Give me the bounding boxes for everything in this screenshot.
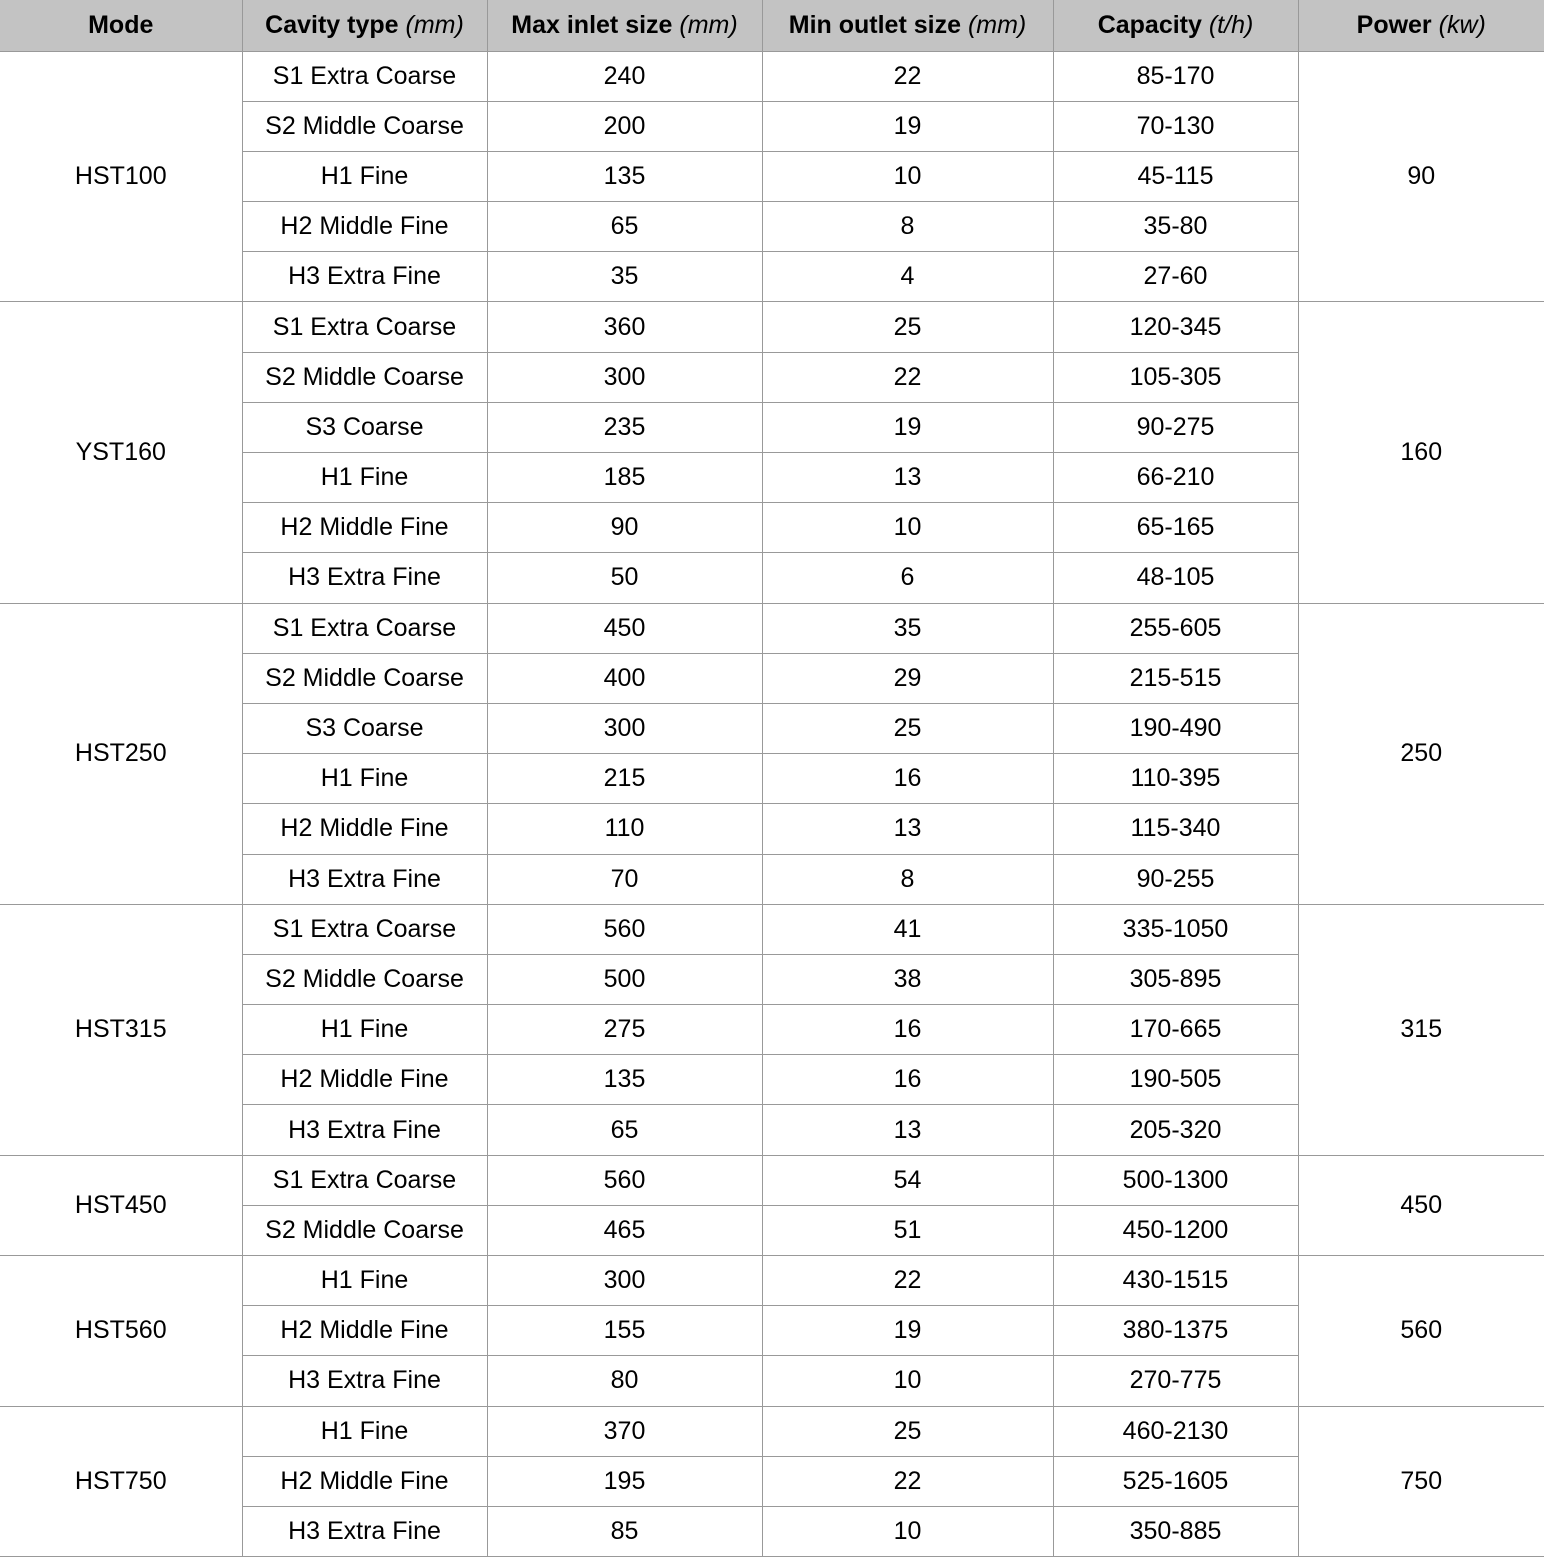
capacity-cell: 460-2130 bbox=[1053, 1406, 1298, 1456]
mode-cell: HST100 bbox=[0, 51, 242, 302]
capacity-cell: 270-775 bbox=[1053, 1356, 1298, 1406]
capacity-cell: 205-320 bbox=[1053, 1105, 1298, 1155]
min-outlet-cell: 13 bbox=[762, 1105, 1053, 1155]
min-outlet-cell: 22 bbox=[762, 1256, 1053, 1306]
min-outlet-cell: 6 bbox=[762, 553, 1053, 603]
header-unit: (mm) bbox=[679, 10, 738, 39]
cavity-type-cell: H2 Middle Fine bbox=[242, 1306, 487, 1356]
cavity-type-cell: H2 Middle Fine bbox=[242, 503, 487, 553]
cavity-type-cell: H1 Fine bbox=[242, 1256, 487, 1306]
max-inlet-cell: 185 bbox=[487, 453, 762, 503]
capacity-cell: 525-1605 bbox=[1053, 1456, 1298, 1506]
cavity-type-cell: H1 Fine bbox=[242, 754, 487, 804]
min-outlet-cell: 54 bbox=[762, 1155, 1053, 1205]
cavity-type-cell: H2 Middle Fine bbox=[242, 804, 487, 854]
table-row bbox=[0, 51, 1544, 101]
max-inlet-cell: 65 bbox=[487, 1105, 762, 1155]
min-outlet-cell: 29 bbox=[762, 653, 1053, 703]
min-outlet-cell: 38 bbox=[762, 954, 1053, 1004]
min-outlet-cell: 10 bbox=[762, 151, 1053, 201]
cavity-type-cell: H2 Middle Fine bbox=[242, 202, 487, 252]
capacity-cell: 85-170 bbox=[1053, 51, 1298, 101]
min-outlet-cell: 10 bbox=[762, 1506, 1053, 1556]
cavity-type-cell: S1 Extra Coarse bbox=[242, 302, 487, 352]
cavity-type-cell: H1 Fine bbox=[242, 453, 487, 503]
min-outlet-cell: 10 bbox=[762, 1356, 1053, 1406]
table-row bbox=[0, 1406, 1544, 1456]
table-row bbox=[0, 1256, 1544, 1306]
max-inlet-cell: 300 bbox=[487, 703, 762, 753]
cavity-type-cell: H3 Extra Fine bbox=[242, 1506, 487, 1556]
cavity-type-cell: H3 Extra Fine bbox=[242, 1356, 487, 1406]
capacity-cell: 90-255 bbox=[1053, 854, 1298, 904]
cavity-type-cell: H1 Fine bbox=[242, 1406, 487, 1456]
cavity-type-cell: H2 Middle Fine bbox=[242, 1055, 487, 1105]
power-cell: 750 bbox=[1298, 1406, 1544, 1557]
max-inlet-cell: 195 bbox=[487, 1456, 762, 1506]
cavity-type-cell: S2 Middle Coarse bbox=[242, 352, 487, 402]
capacity-cell: 120-345 bbox=[1053, 302, 1298, 352]
header-label: Capacity bbox=[1097, 10, 1202, 39]
capacity-cell: 450-1200 bbox=[1053, 1205, 1298, 1255]
header-unit: (mm) bbox=[967, 10, 1027, 39]
header-power bbox=[1298, 0, 1544, 51]
capacity-cell: 255-605 bbox=[1053, 603, 1298, 653]
max-inlet-cell: 300 bbox=[487, 1256, 762, 1306]
header-unit: (mm) bbox=[405, 10, 464, 39]
capacity-cell: 90-275 bbox=[1053, 402, 1298, 452]
min-outlet-cell: 8 bbox=[762, 854, 1053, 904]
header-mode bbox=[0, 0, 242, 51]
min-outlet-cell: 19 bbox=[762, 101, 1053, 151]
max-inlet-cell: 240 bbox=[487, 51, 762, 101]
max-inlet-cell: 155 bbox=[487, 1306, 762, 1356]
header-row bbox=[0, 0, 1544, 51]
mode-cell: HST560 bbox=[0, 1256, 242, 1407]
max-inlet-cell: 80 bbox=[487, 1356, 762, 1406]
max-inlet-cell: 135 bbox=[487, 1055, 762, 1105]
table-row bbox=[0, 302, 1544, 352]
min-outlet-cell: 51 bbox=[762, 1205, 1053, 1255]
capacity-cell: 48-105 bbox=[1053, 553, 1298, 603]
power-cell: 450 bbox=[1298, 1155, 1544, 1255]
mode-cell: HST750 bbox=[0, 1406, 242, 1557]
cavity-type-cell: H1 Fine bbox=[242, 1005, 487, 1055]
cavity-type-cell: S2 Middle Coarse bbox=[242, 1205, 487, 1255]
mode-cell: HST250 bbox=[0, 603, 242, 904]
header-min-outlet-size bbox=[762, 0, 1053, 51]
cavity-type-cell: S1 Extra Coarse bbox=[242, 904, 487, 954]
max-inlet-cell: 560 bbox=[487, 1155, 762, 1205]
header-label: Cavity type bbox=[265, 10, 399, 39]
max-inlet-cell: 110 bbox=[487, 804, 762, 854]
max-inlet-cell: 135 bbox=[487, 151, 762, 201]
min-outlet-cell: 10 bbox=[762, 503, 1053, 553]
cavity-type-cell: H2 Middle Fine bbox=[242, 1456, 487, 1506]
header-label: Max inlet size bbox=[511, 10, 673, 39]
min-outlet-cell: 4 bbox=[762, 252, 1053, 302]
cavity-type-cell: S1 Extra Coarse bbox=[242, 603, 487, 653]
max-inlet-cell: 370 bbox=[487, 1406, 762, 1456]
max-inlet-cell: 300 bbox=[487, 352, 762, 402]
capacity-cell: 66-210 bbox=[1053, 453, 1298, 503]
max-inlet-cell: 450 bbox=[487, 603, 762, 653]
max-inlet-cell: 70 bbox=[487, 854, 762, 904]
capacity-cell: 105-305 bbox=[1053, 352, 1298, 402]
min-outlet-cell: 25 bbox=[762, 703, 1053, 753]
capacity-cell: 430-1515 bbox=[1053, 1256, 1298, 1306]
min-outlet-cell: 13 bbox=[762, 804, 1053, 854]
capacity-cell: 215-515 bbox=[1053, 653, 1298, 703]
header-label: Mode bbox=[88, 10, 154, 39]
max-inlet-cell: 275 bbox=[487, 1005, 762, 1055]
table-body bbox=[0, 51, 1544, 1557]
cavity-type-cell: H3 Extra Fine bbox=[242, 553, 487, 603]
table-row bbox=[0, 1155, 1544, 1205]
max-inlet-cell: 85 bbox=[487, 1506, 762, 1556]
capacity-cell: 335-1050 bbox=[1053, 904, 1298, 954]
capacity-cell: 110-395 bbox=[1053, 754, 1298, 804]
min-outlet-cell: 22 bbox=[762, 352, 1053, 402]
max-inlet-cell: 35 bbox=[487, 252, 762, 302]
max-inlet-cell: 500 bbox=[487, 954, 762, 1004]
mode-cell: HST450 bbox=[0, 1155, 242, 1255]
min-outlet-cell: 41 bbox=[762, 904, 1053, 954]
mode-cell: YST160 bbox=[0, 302, 242, 603]
capacity-cell: 500-1300 bbox=[1053, 1155, 1298, 1205]
max-inlet-cell: 200 bbox=[487, 101, 762, 151]
cavity-type-cell: S3 Coarse bbox=[242, 703, 487, 753]
capacity-cell: 380-1375 bbox=[1053, 1306, 1298, 1356]
cavity-type-cell: S1 Extra Coarse bbox=[242, 51, 487, 101]
min-outlet-cell: 25 bbox=[762, 302, 1053, 352]
min-outlet-cell: 19 bbox=[762, 1306, 1053, 1356]
mode-cell: HST315 bbox=[0, 904, 242, 1155]
max-inlet-cell: 235 bbox=[487, 402, 762, 452]
min-outlet-cell: 22 bbox=[762, 1456, 1053, 1506]
cavity-type-cell: H3 Extra Fine bbox=[242, 854, 487, 904]
capacity-cell: 190-505 bbox=[1053, 1055, 1298, 1105]
max-inlet-cell: 50 bbox=[487, 553, 762, 603]
table-row bbox=[0, 904, 1544, 954]
min-outlet-cell: 13 bbox=[762, 453, 1053, 503]
header-cavity-type bbox=[242, 0, 487, 51]
max-inlet-cell: 400 bbox=[487, 653, 762, 703]
cavity-type-cell: S2 Middle Coarse bbox=[242, 101, 487, 151]
capacity-cell: 115-340 bbox=[1053, 804, 1298, 854]
capacity-cell: 190-490 bbox=[1053, 703, 1298, 753]
capacity-cell: 27-60 bbox=[1053, 252, 1298, 302]
header-unit: (t/h) bbox=[1208, 10, 1254, 39]
power-cell: 315 bbox=[1298, 904, 1544, 1155]
power-cell: 160 bbox=[1298, 302, 1544, 603]
cavity-type-cell: S2 Middle Coarse bbox=[242, 954, 487, 1004]
header-capacity bbox=[1053, 0, 1298, 51]
max-inlet-cell: 465 bbox=[487, 1205, 762, 1255]
header-unit: (kw) bbox=[1438, 10, 1486, 39]
power-cell: 90 bbox=[1298, 51, 1544, 302]
min-outlet-cell: 25 bbox=[762, 1406, 1053, 1456]
max-inlet-cell: 90 bbox=[487, 503, 762, 553]
max-inlet-cell: 65 bbox=[487, 202, 762, 252]
power-cell: 560 bbox=[1298, 1256, 1544, 1407]
capacity-cell: 350-885 bbox=[1053, 1506, 1298, 1556]
cavity-type-cell: H1 Fine bbox=[242, 151, 487, 201]
header-label: Min outlet size bbox=[788, 10, 961, 39]
max-inlet-cell: 360 bbox=[487, 302, 762, 352]
max-inlet-cell: 215 bbox=[487, 754, 762, 804]
min-outlet-cell: 8 bbox=[762, 202, 1053, 252]
table-row bbox=[0, 603, 1544, 653]
table-header bbox=[0, 0, 1544, 51]
min-outlet-cell: 19 bbox=[762, 402, 1053, 452]
max-inlet-cell: 560 bbox=[487, 904, 762, 954]
cavity-type-cell: S3 Coarse bbox=[242, 402, 487, 452]
cavity-type-cell: H3 Extra Fine bbox=[242, 1105, 487, 1155]
cavity-type-cell: S2 Middle Coarse bbox=[242, 653, 487, 703]
capacity-cell: 70-130 bbox=[1053, 101, 1298, 151]
min-outlet-cell: 35 bbox=[762, 603, 1053, 653]
capacity-cell: 45-115 bbox=[1053, 151, 1298, 201]
min-outlet-cell: 16 bbox=[762, 754, 1053, 804]
capacity-cell: 65-165 bbox=[1053, 503, 1298, 553]
capacity-cell: 170-665 bbox=[1053, 1005, 1298, 1055]
cavity-type-cell: H3 Extra Fine bbox=[242, 252, 487, 302]
min-outlet-cell: 22 bbox=[762, 51, 1053, 101]
min-outlet-cell: 16 bbox=[762, 1005, 1053, 1055]
power-cell: 250 bbox=[1298, 603, 1544, 904]
cavity-type-cell: S1 Extra Coarse bbox=[242, 1155, 487, 1205]
min-outlet-cell: 16 bbox=[762, 1055, 1053, 1105]
capacity-cell: 35-80 bbox=[1053, 202, 1298, 252]
header-max-inlet-size bbox=[487, 0, 762, 51]
capacity-cell: 305-895 bbox=[1053, 954, 1298, 1004]
header-label: Power bbox=[1356, 10, 1432, 39]
